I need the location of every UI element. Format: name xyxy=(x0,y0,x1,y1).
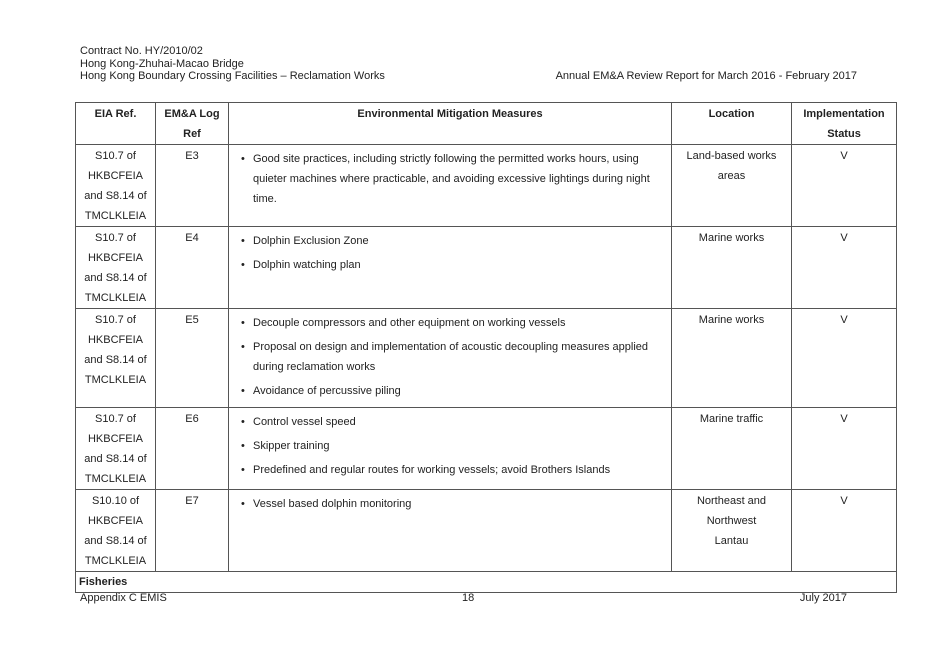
location-cell: Marine works xyxy=(672,309,792,408)
eia-ref-cell: S10.7 of HKBCFEIA and S8.14 of TMCLKLEIA xyxy=(76,408,156,490)
col-log-ref: EM&A Log Ref xyxy=(156,103,229,145)
footer-appendix: Appendix C EMIS xyxy=(80,592,167,604)
col-status: Implementation Status xyxy=(792,103,897,145)
eia-ref-cell: S10.7 of HKBCFEIA and S8.14 of TMCLKLEIA xyxy=(76,145,156,227)
status-cell: V xyxy=(792,145,897,227)
location-cell: Northeast and Northwest Lantau xyxy=(672,490,792,572)
table-header-row xyxy=(76,103,897,145)
page-header xyxy=(80,45,860,83)
eia-ref-cell: S10.7 of HKBCFEIA and S8.14 of TMCLKLEIA xyxy=(76,309,156,408)
log-ref-cell: E4 xyxy=(156,227,229,309)
measure-item: • Skipper training xyxy=(239,436,661,456)
works-name: Hong Kong Boundary Crossing Facilities – Reclamation Works xyxy=(80,70,385,82)
section-row xyxy=(76,572,897,593)
measure-item: • Good site practices, including strictly following the permitted works hours, using quieter machines where practicable, and avoiding excessive lightings during night time. xyxy=(239,149,661,209)
table-row xyxy=(76,309,897,408)
log-ref-cell: E6 xyxy=(156,408,229,490)
measures-cell xyxy=(229,490,672,572)
log-ref-cell: E5 xyxy=(156,309,229,408)
location-cell: Marine works xyxy=(672,227,792,309)
eia-ref-cell: S10.7 of HKBCFEIA and S8.14 of TMCLKLEIA xyxy=(76,227,156,309)
measure-item: • Predefined and regular routes for working vessels; avoid Brothers Islands xyxy=(239,460,661,480)
col-eia-ref: EIA Ref. xyxy=(76,103,156,145)
eia-ref-cell: S10.10 of HKBCFEIA and S8.14 of TMCLKLEIA xyxy=(76,490,156,572)
report-title: Annual EM&A Review Report for March 2016 - February 2017 xyxy=(555,70,857,82)
measure-item: • Proposal on design and implementation of acoustic decoupling measures applied during reclamation works xyxy=(239,337,661,377)
table-row xyxy=(76,490,897,572)
section-heading: Fisheries xyxy=(76,572,897,593)
measures-cell xyxy=(229,408,672,490)
table-row xyxy=(76,408,897,490)
table-row xyxy=(76,227,897,309)
measures-cell xyxy=(229,227,672,309)
measure-item: • Dolphin Exclusion Zone xyxy=(239,231,661,251)
status-cell: V xyxy=(792,490,897,572)
log-ref-cell: E7 xyxy=(156,490,229,572)
project-name: Hong Kong-Zhuhai-Macao Bridge xyxy=(80,57,244,70)
location-cell: Land-based works areas xyxy=(672,145,792,227)
col-location: Location xyxy=(672,103,792,145)
measure-item: • Vessel based dolphin monitoring xyxy=(239,494,661,514)
measure-item: • Avoidance of percussive piling xyxy=(239,381,661,401)
status-cell: V xyxy=(792,408,897,490)
contract-number: Contract No. HY/2010/02 xyxy=(80,45,203,57)
measure-item: • Dolphin watching plan xyxy=(239,255,661,275)
location-cell: Marine traffic xyxy=(672,408,792,490)
col-measures: Environmental Mitigation Measures xyxy=(229,103,672,145)
footer-date: July 2017 xyxy=(799,592,847,604)
measures-cell xyxy=(229,309,672,408)
page-number: 18 xyxy=(462,592,475,604)
status-cell: V xyxy=(792,309,897,408)
log-ref-cell: E3 xyxy=(156,145,229,227)
table-row xyxy=(76,145,897,227)
measures-cell xyxy=(229,145,672,227)
measure-item: • Control vessel speed xyxy=(239,412,661,432)
status-cell: V xyxy=(792,227,897,309)
measure-item: • Decouple compressors and other equipment on working vessels xyxy=(239,313,661,333)
emis-table xyxy=(75,102,897,593)
